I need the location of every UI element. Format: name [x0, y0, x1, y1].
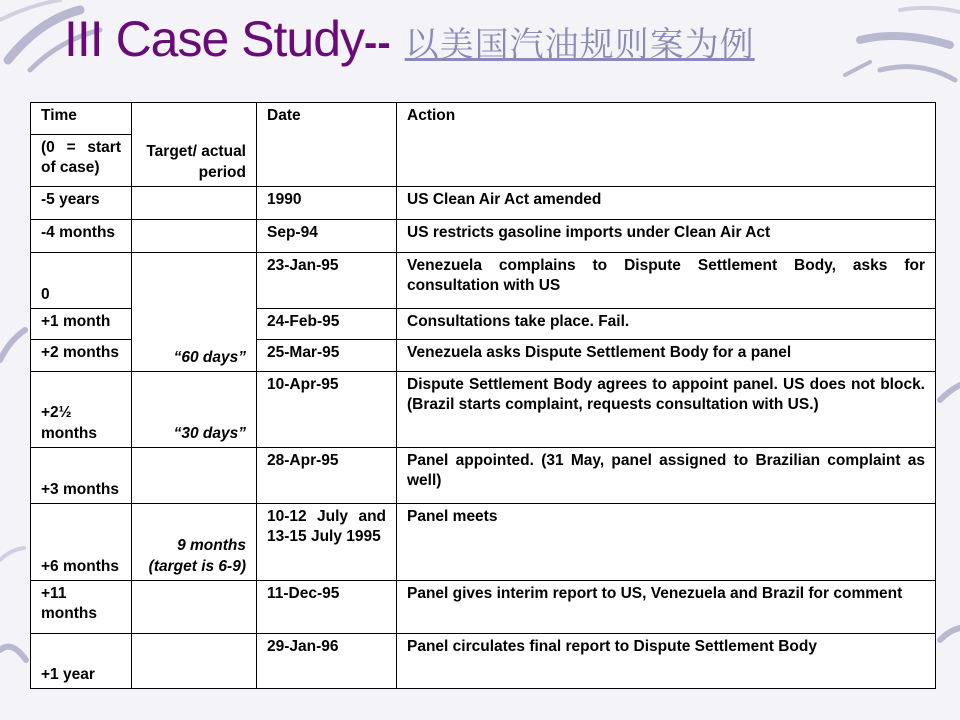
header-time-sub: (0 = start of case) — [31, 135, 132, 187]
row-time: -4 months — [31, 220, 132, 253]
table-row — [31, 220, 936, 253]
row-action: Panel appointed. (31 May, panel assigned to Brazilian complaint as well) — [397, 448, 936, 504]
row-time: +1 year — [31, 634, 132, 689]
header-action: Action — [397, 103, 936, 187]
row-target — [132, 220, 257, 253]
table-row — [31, 504, 936, 581]
title-main: III Case Study — [64, 11, 365, 67]
row-action: Panel meets — [397, 504, 936, 581]
row-time: +3 months — [31, 448, 132, 504]
row-time: +11 months — [31, 581, 132, 634]
row-date: 29-Jan-96 — [257, 634, 397, 689]
row-date: 11-Dec-95 — [257, 581, 397, 634]
row-action: Venezuela asks Dispute Settlement Body for a panel — [397, 340, 936, 372]
table-row — [31, 448, 936, 504]
table-row — [31, 372, 936, 448]
row-target-30-days: “30 days” — [132, 372, 257, 448]
row-action: Panel gives interim report to US, Venezuela and Brazil for comment — [397, 581, 936, 634]
row-time: 0 — [31, 253, 132, 309]
row-time: -5 years — [31, 187, 132, 220]
row-time: +6 months — [31, 504, 132, 581]
row-target — [132, 187, 257, 220]
row-date: 10-12 July and 13-15 July 1995 — [257, 504, 397, 581]
page-title — [64, 11, 755, 67]
table-row — [31, 187, 936, 220]
row-target — [132, 448, 257, 504]
row-date: 28-Apr-95 — [257, 448, 397, 504]
case-timeline-table — [30, 102, 936, 689]
row-action: Panel circulates final report to Dispute Settlement Body — [397, 634, 936, 689]
row-action: Venezuela complains to Dispute Settlement Body, asks for consultation with US — [397, 253, 936, 309]
row-time: +2 months — [31, 340, 132, 372]
header-date: Date — [257, 103, 397, 187]
row-time: +2½ months — [31, 372, 132, 448]
row-action: US restricts gasoline imports under Clean Air Act — [397, 220, 936, 253]
row-target — [132, 581, 257, 634]
row-date: 1990 — [257, 187, 397, 220]
row-action: US Clean Air Act amended — [397, 187, 936, 220]
table-row — [31, 581, 936, 634]
row-date: Sep-94 — [257, 220, 397, 253]
table-row — [31, 634, 936, 689]
title-link[interactable]: 以美国汽油规则案为例 — [404, 25, 755, 65]
header-time: Time — [31, 103, 132, 135]
row-date: 24-Feb-95 — [257, 309, 397, 340]
row-target-9-months: 9 months (target is 6-9) — [132, 504, 257, 581]
table-row — [31, 253, 936, 309]
header-target: Target/ actual period — [132, 103, 257, 187]
row-date: 10-Apr-95 — [257, 372, 397, 448]
row-action: Dispute Settlement Body agrees to appoint panel. US does not block. (Brazil starts complaint, requests consultation with US.) — [397, 372, 936, 448]
row-target — [132, 634, 257, 689]
table-header-row — [31, 103, 936, 135]
row-action: Consultations take place. Fail. — [397, 309, 936, 340]
row-date: 23-Jan-95 — [257, 253, 397, 309]
row-time: +1 month — [31, 309, 132, 340]
row-date: 25-Mar-95 — [257, 340, 397, 372]
row-target-60-days: “60 days” — [132, 253, 257, 372]
title-separator: -- — [364, 21, 391, 65]
